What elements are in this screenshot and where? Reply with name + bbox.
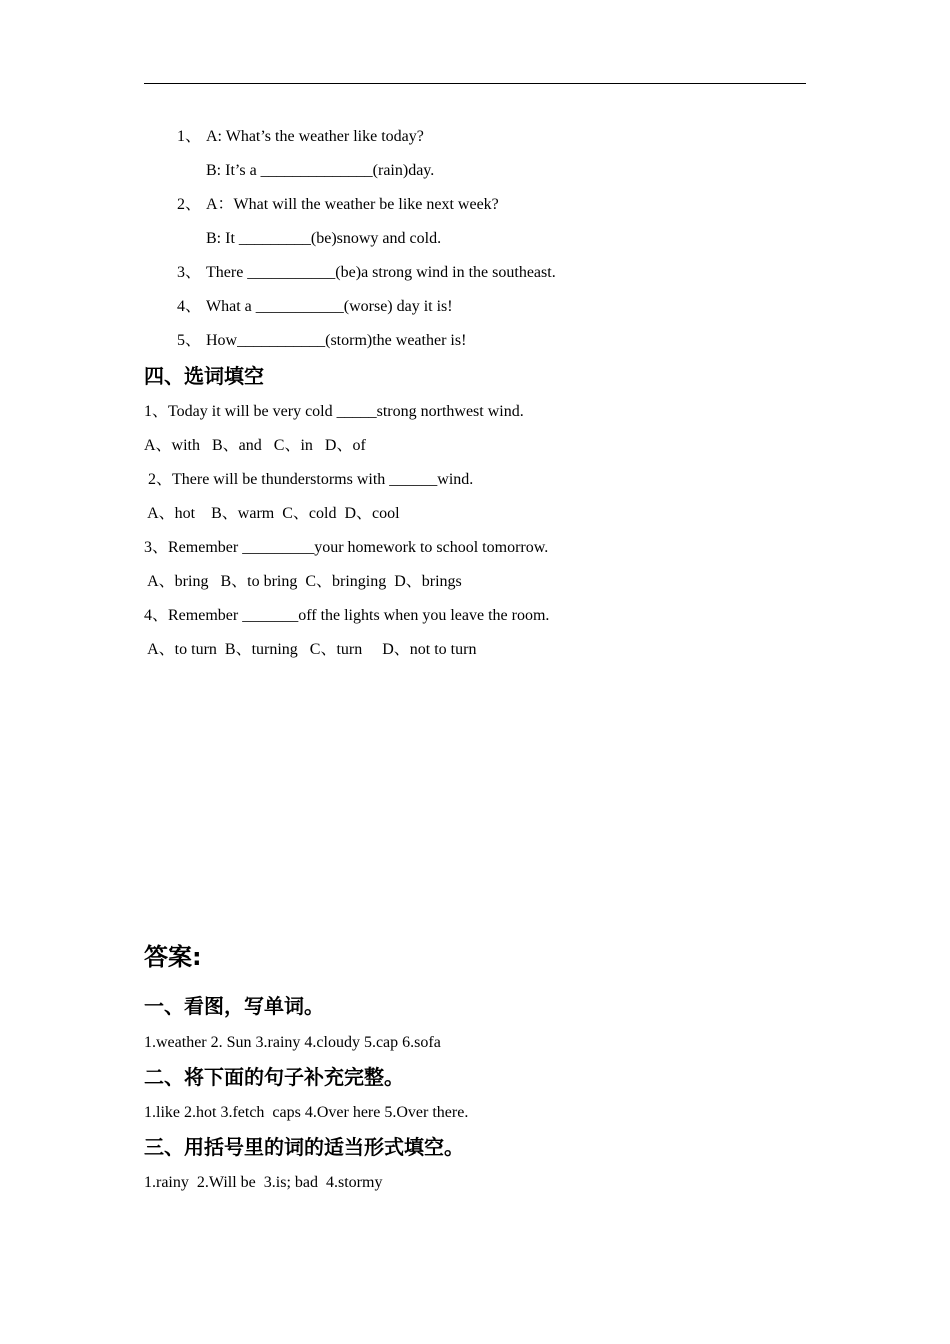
item-1-number: 1、	[177, 128, 202, 145]
s4-options-2: A、hot B、warm C、cold D、cool	[144, 505, 400, 522]
item-3-text: There ___________(be)a strong wind in the southeast.	[206, 264, 556, 281]
s4-options-1: A、with B、and C、in D、of	[144, 437, 366, 454]
header-rule	[144, 83, 806, 84]
item-4-number: 4、	[177, 298, 202, 315]
answers-sec3-heading: 三、用括号里的词的适当形式填空。	[144, 1135, 464, 1159]
s4-question-2: 2、There will be thunderstorms with ______wind.	[144, 471, 474, 488]
s4-question-4: 4、Remember _______off the lights when you leave the room.	[144, 607, 550, 624]
item-1-question: A: What’s the weather like today?	[206, 128, 424, 145]
item-2-number: 2、	[177, 196, 202, 213]
item-3-number: 3、	[177, 264, 202, 281]
item-2-question: A：What will the weather be like next week?	[206, 196, 499, 213]
answers-sec2-text: 1.like 2.hot 3.fetch caps 4.Over here 5.Over there.	[144, 1104, 469, 1121]
item-5-number: 5、	[177, 332, 202, 349]
item-1-answer: B: It’s a ______________(rain)day.	[206, 162, 435, 179]
answers-sec1-text: 1.weather 2. Sun 3.rainy 4.cloudy 5.cap 6.sofa	[144, 1034, 441, 1051]
section4-heading: 四、选词填空	[144, 364, 264, 388]
answers-sec2-heading: 二、将下面的句子补充完整。	[144, 1065, 404, 1089]
s4-question-1: 1、Today it will be very cold _____strong northwest wind.	[144, 403, 524, 420]
answers-sec3-text: 1.rainy 2.Will be 3.is; bad 4.stormy	[144, 1174, 383, 1191]
s4-options-4: A、to turn B、turning C、turn D、not to turn	[144, 641, 477, 658]
answers-sec1-heading: 一、看图，写单词。	[144, 994, 324, 1018]
answers-title: 答案:	[144, 943, 202, 971]
s4-question-3: 3、Remember _________your homework to school tomorrow.	[144, 539, 549, 556]
item-5-text: How___________(storm)the weather is!	[206, 332, 467, 349]
s4-options-3: A、bring B、to bring C、bringing D、brings	[144, 573, 462, 590]
item-4-text: What a ___________(worse) day it is!	[206, 298, 453, 315]
item-2-answer: B: It _________(be)snowy and cold.	[206, 230, 442, 247]
